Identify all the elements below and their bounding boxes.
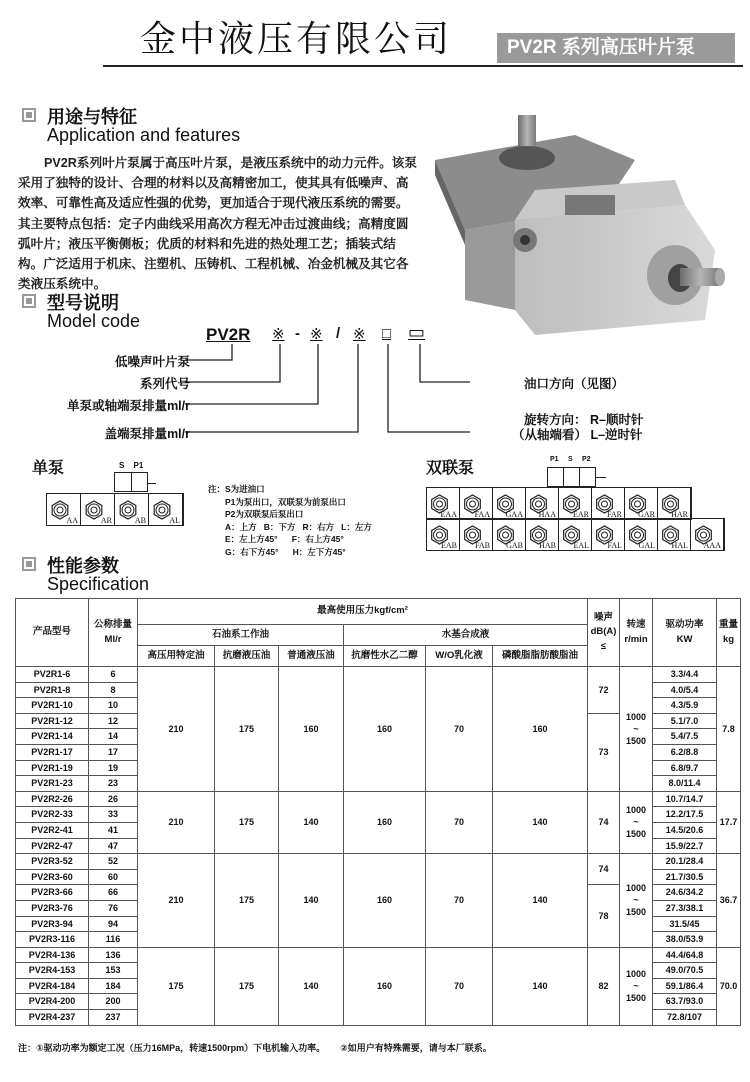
port-orientation-diagram (115, 494, 149, 525)
cell-displacement: 19 (89, 760, 138, 776)
cell-pressure: 160 (344, 667, 426, 792)
cell-power: 10.7/14.7 (653, 791, 717, 807)
cell-speed (620, 667, 653, 792)
cell-displacement: 136 (89, 947, 138, 963)
port-orientation-diagram (592, 488, 625, 519)
cell-displacement: 66 (89, 885, 138, 901)
cell-model: PV2R3-116 (16, 932, 89, 948)
cell-pressure: 160 (344, 791, 426, 853)
port-label-s: S (568, 456, 573, 463)
model-code-cover-displacement-slot: ※ (353, 326, 366, 343)
cell-model: PV2R4-237 (16, 1010, 89, 1026)
speed-text: ~ (633, 723, 639, 734)
cell-weight: 7.8 (717, 667, 741, 792)
cell-pressure: 175 (138, 947, 215, 1025)
label-port-direction: 油口方向（见图） (524, 377, 625, 391)
model-code-title-cn: 型号说明 (47, 293, 119, 313)
cell-power: 24.6/34.2 (653, 885, 717, 901)
cell-pressure: 70 (426, 791, 493, 853)
cell-power: 6.2/8.8 (653, 744, 717, 760)
cell-displacement: 184 (89, 978, 138, 994)
single-pump-port-diagrams (46, 493, 184, 526)
header-text: 噪声 (594, 611, 614, 623)
port-code: FAR (607, 510, 622, 519)
speed-text: ~ (633, 895, 639, 906)
cell-model: PV2R1-19 (16, 760, 89, 776)
application-title-en: Application and features (47, 125, 241, 145)
cell-pressure: 160 (344, 854, 426, 948)
table-row (16, 791, 741, 807)
cell-power: 6.8/9.7 (653, 760, 717, 776)
cell-power: 72.8/107 (653, 1010, 717, 1026)
cell-power: 49.0/70.5 (653, 963, 717, 979)
cell-displacement: 10 (89, 698, 138, 714)
header-text: 驱动功率 (665, 618, 704, 630)
cell-speed (620, 854, 653, 948)
cell-power: 21.7/30.5 (653, 869, 717, 885)
header-unit: ≤ (600, 640, 607, 652)
cell-displacement: 76 (89, 900, 138, 916)
specification-table (15, 598, 741, 1026)
cell-power: 14.5/20.6 (653, 822, 717, 838)
col-header-fluid: 磷酸脂脂肪酸脂油 (493, 646, 588, 667)
cell-pressure: 160 (493, 667, 588, 792)
cell-speed (620, 947, 653, 1025)
cell-model: PV2R1-10 (16, 698, 89, 714)
header-text: 公称排量 (93, 618, 132, 630)
port-code: AA (66, 516, 78, 525)
cell-pressure: 210 (138, 854, 215, 948)
cell-pressure: 140 (493, 947, 588, 1025)
col-header-fluid: 普通液压油 (279, 646, 344, 667)
port-code: FAB (475, 541, 490, 550)
speed-text: 1000 (626, 711, 647, 722)
port-code: EAL (573, 541, 589, 550)
port-label-p1: P1 (550, 456, 559, 463)
cell-displacement: 94 (89, 916, 138, 932)
cell-displacement: 153 (89, 963, 138, 979)
cell-model: PV2R2-26 (16, 791, 89, 807)
port-orientation-diagram (625, 519, 658, 550)
col-header-fluid: 抗磨性水乙二醇 (344, 646, 426, 667)
port-orientation-diagram (592, 519, 625, 550)
port-orientation-diagram (526, 519, 559, 550)
cell-pressure: 175 (215, 854, 279, 948)
cell-model: PV2R3-94 (16, 916, 89, 932)
cell-displacement: 14 (89, 729, 138, 745)
section-icon (22, 108, 36, 122)
cell-power: 44.4/64.8 (653, 947, 717, 963)
note-line: P1为泵出口，双联泵为前泵出口 (225, 496, 346, 507)
cell-power: 38.0/53.9 (653, 932, 717, 948)
port-orientation-diagram (493, 519, 526, 550)
cell-displacement: 12 (89, 713, 138, 729)
port-orientation-diagram (460, 519, 493, 550)
port-notes (208, 483, 372, 558)
port-orientation-diagram (427, 488, 460, 519)
col-header-displacement (89, 599, 138, 667)
cell-displacement: 23 (89, 776, 138, 792)
cell-model: PV2R3-52 (16, 854, 89, 870)
model-code-slash: / (336, 325, 341, 342)
cell-model: PV2R1-12 (16, 713, 89, 729)
header-unit: kg (722, 633, 735, 645)
col-header-water-based: 水基合成液 (344, 625, 588, 646)
shaft-line (148, 483, 156, 484)
port-code: GAL (638, 541, 655, 550)
cell-pressure: 175 (215, 947, 279, 1025)
cell-displacement: 41 (89, 822, 138, 838)
port-code: FAA (474, 510, 490, 519)
cell-noise: 74 (588, 854, 620, 885)
cell-pressure: 160 (279, 667, 344, 792)
col-header-fluid: 高压用特定油 (138, 646, 215, 667)
port-code: FAL (607, 541, 622, 550)
cell-pressure: 210 (138, 667, 215, 792)
header-text: 转速 (626, 618, 646, 630)
cell-power: 31.5/45 (653, 916, 717, 932)
port-orientation-diagram (691, 519, 724, 550)
port-orientation-diagram (526, 488, 559, 519)
cell-weight: 17.7 (717, 791, 741, 853)
port-code: EAB (441, 541, 457, 550)
cell-power: 20.1/28.4 (653, 854, 717, 870)
application-title-cn: 用途与特征 (47, 107, 137, 127)
col-header-max-pressure: 最高使用压力kgf/cm² (138, 599, 588, 625)
cell-model: PV2R1-23 (16, 776, 89, 792)
table-row (16, 947, 741, 963)
cell-displacement: 47 (89, 838, 138, 854)
company-name: 金中液压有限公司 (140, 19, 453, 60)
cell-displacement: 6 (89, 667, 138, 683)
cell-noise: 73 (588, 713, 620, 791)
cell-model: PV2R1-17 (16, 744, 89, 760)
shaft-line (596, 477, 606, 478)
cell-pressure: 210 (138, 791, 215, 853)
table-row (16, 667, 741, 683)
port-orientation-diagram (658, 488, 691, 519)
double-pump-port-row-2 (426, 518, 725, 551)
col-header-weight (717, 599, 741, 667)
cell-displacement: 200 (89, 994, 138, 1010)
cell-speed (620, 791, 653, 853)
cell-displacement: 60 (89, 869, 138, 885)
speed-text: 1000 (626, 969, 647, 980)
speed-text: 1500 (626, 907, 647, 918)
port-code: EAA (440, 510, 457, 519)
port-orientation-diagram (460, 488, 493, 519)
cell-model: PV2R2-41 (16, 822, 89, 838)
footnote: 注：①驱动功率为额定工况（压力16MPa，转速1500rpm）下电机输入功率。 ②如用户有特殊需要，请与本厂联系。 (18, 1043, 492, 1053)
cell-pressure: 70 (426, 854, 493, 948)
single-pump-title: 单泵 (32, 460, 65, 477)
cell-model: PV2R1-14 (16, 729, 89, 745)
note-line: G：右下方45° H：左下方45° (225, 546, 346, 557)
cell-pressure: 140 (493, 791, 588, 853)
port-code: AAA (703, 541, 721, 550)
cell-noise: 82 (588, 947, 620, 1025)
cell-model: PV2R3-76 (16, 900, 89, 916)
table-row (16, 854, 741, 870)
cell-pressure: 140 (279, 791, 344, 853)
model-code-shaft-displacement-slot: ※ (310, 326, 323, 343)
cell-pressure: 160 (344, 947, 426, 1025)
model-code-prefix: PV2R (206, 325, 251, 344)
cell-noise: 74 (588, 791, 620, 853)
note-line: A：上方 B：下方 R：右方 L：左方 (225, 521, 372, 532)
model-code-port-slot: ▭ (408, 322, 426, 342)
speed-text: ~ (633, 981, 639, 992)
cell-power: 5.1/7.0 (653, 713, 717, 729)
cell-displacement: 237 (89, 1010, 138, 1026)
series-badge: PV2R 系列高压叶片泵 (497, 33, 735, 63)
cell-pressure: 140 (279, 947, 344, 1025)
specification-title-en: Specification (47, 574, 150, 594)
port-orientation-diagram (149, 494, 183, 525)
cell-model: PV2R1-8 (16, 682, 89, 698)
application-body: PV2R系列叶片泵属于高压叶片泵，是液压系统中的动力元件。该泵采用了独特的设计、合理的材料以及高精密加工，使其具有低噪声、高效率、可靠性高及适应性强的优势，更加适合于现代液压系统的需要。其主要特点包括：定子内曲线采用高次方程无冲击过渡曲线；高精度圆弧叶片；液压平衡侧板；优质的材料和先进的热处理工艺；插装式结构。广泛适用于机床、注塑机、压铸机、工程机械、冶金机械及其它各类液压系统中。 (18, 156, 417, 292)
cell-model: PV2R4-200 (16, 994, 89, 1010)
specification-title-cn: 性能参数 (47, 556, 119, 576)
cell-power: 4.0/5.4 (653, 682, 717, 698)
port-orientation-diagram (427, 519, 460, 550)
note-line: E：左上方45° F：右上方45° (225, 534, 344, 544)
port-code: AR (100, 516, 112, 525)
cell-power: 63.7/93.0 (653, 994, 717, 1010)
speed-text: 1500 (626, 829, 647, 840)
port-code: HAA (538, 510, 556, 519)
port-orientation-diagram (559, 488, 592, 519)
speed-text: 1000 (626, 883, 647, 894)
port-code: GAB (506, 541, 523, 550)
cell-pressure: 175 (215, 667, 279, 792)
port-code: AB (134, 516, 146, 525)
cell-weight: 70.0 (717, 947, 741, 1025)
port-orientation-diagram (493, 488, 526, 519)
port-orientation-diagram (81, 494, 115, 525)
cell-model: PV2R4-136 (16, 947, 89, 963)
section-icon (22, 294, 36, 308)
speed-text: ~ (633, 817, 639, 828)
port-label-s: S (119, 461, 125, 470)
section-icon (22, 557, 36, 571)
cell-power: 12.2/17.5 (653, 807, 717, 823)
label-cover-displacement: 盖端泵排量ml/r (104, 427, 190, 441)
label-shaft-displacement: 单泵或轴端泵排量ml/r (67, 399, 190, 413)
model-code-rotation-slot: □ (382, 325, 392, 342)
model-code-dash: - (295, 325, 300, 342)
label-low-noise-vane-pump: 低噪声叶片泵 (114, 355, 190, 369)
label-rotation-1: 旋转方向： R–顺时针 (524, 413, 644, 427)
cell-model: PV2R2-47 (16, 838, 89, 854)
col-header-fluid: W/O乳化液 (426, 646, 493, 667)
cell-noise: 78 (588, 885, 620, 947)
port-code: HAL (671, 541, 688, 550)
header-unit: KW (676, 633, 693, 645)
port-code: GAA (505, 510, 523, 519)
col-header-speed (620, 599, 653, 667)
model-code-series-slot: ※ (272, 326, 285, 343)
cell-model: PV2R2-33 (16, 807, 89, 823)
header-unit: Ml/r (104, 633, 122, 645)
cell-power: 8.0/11.4 (653, 776, 717, 792)
cell-displacement: 33 (89, 807, 138, 823)
cell-displacement: 26 (89, 791, 138, 807)
speed-text: 1500 (626, 993, 647, 1004)
cell-pressure: 140 (279, 854, 344, 948)
label-rotation-2: （从轴端看） L–逆时针 (512, 428, 643, 442)
cell-pressure: 70 (426, 947, 493, 1025)
cell-pressure: 70 (426, 667, 493, 792)
double-pump-port-block (547, 456, 596, 487)
cell-model: PV2R4-153 (16, 963, 89, 979)
col-header-model: 产品型号 (16, 599, 89, 667)
port-code: HAR (671, 510, 688, 519)
cell-power: 4.3/5.9 (653, 698, 717, 714)
cell-pressure: 175 (215, 791, 279, 853)
header-unit: r/min (624, 633, 648, 645)
header-unit: dB(A) (590, 626, 617, 638)
double-pump-title: 双联泵 (426, 460, 475, 477)
pump-product-image (425, 110, 735, 340)
col-header-fluid: 抗磨液压油 (215, 646, 279, 667)
port-orientation-diagram (559, 519, 592, 550)
cell-noise: 72 (588, 667, 620, 714)
cell-model: PV2R4-184 (16, 978, 89, 994)
single-pump-port-block (114, 461, 148, 492)
port-code: AL (169, 516, 180, 525)
cell-model: PV2R1-6 (16, 667, 89, 683)
cell-power: 15.9/22.7 (653, 838, 717, 854)
cell-model: PV2R3-60 (16, 869, 89, 885)
cell-power: 5.4/7.5 (653, 729, 717, 745)
col-header-petroleum-oil: 石油系工作油 (138, 625, 344, 646)
speed-text: 1000 (626, 805, 647, 816)
port-orientation-diagram (658, 519, 691, 550)
cell-weight: 36.7 (717, 854, 741, 948)
cell-displacement: 17 (89, 744, 138, 760)
port-code: EAR (573, 510, 589, 519)
cell-power: 59.1/86.4 (653, 978, 717, 994)
cell-model: PV2R3-66 (16, 885, 89, 901)
note-line: 注：S为进油口 (208, 484, 265, 494)
port-label-p2: P2 (582, 456, 591, 463)
col-header-power (653, 599, 717, 667)
speed-text: 1500 (626, 735, 647, 746)
port-label-p1: P1 (133, 461, 144, 470)
cell-displacement: 116 (89, 932, 138, 948)
port-orientation-diagram (47, 494, 81, 525)
port-orientation-diagram (625, 488, 658, 519)
cell-pressure: 140 (493, 854, 588, 948)
cell-power: 27.3/38.1 (653, 900, 717, 916)
note-line: P2为双联泵后泵出口 (225, 509, 304, 519)
cell-displacement: 52 (89, 854, 138, 870)
double-pump-port-row-1 (426, 487, 692, 520)
header-text: 重量 (719, 618, 739, 630)
port-code: GAR (638, 510, 655, 519)
port-code: HAB (539, 541, 556, 550)
cell-power: 3.3/4.4 (653, 667, 717, 683)
label-series-code: 系列代号 (139, 377, 190, 391)
header-divider (103, 65, 743, 67)
col-header-noise (588, 599, 620, 667)
model-code-title-en: Model code (47, 311, 141, 331)
cell-displacement: 8 (89, 682, 138, 698)
